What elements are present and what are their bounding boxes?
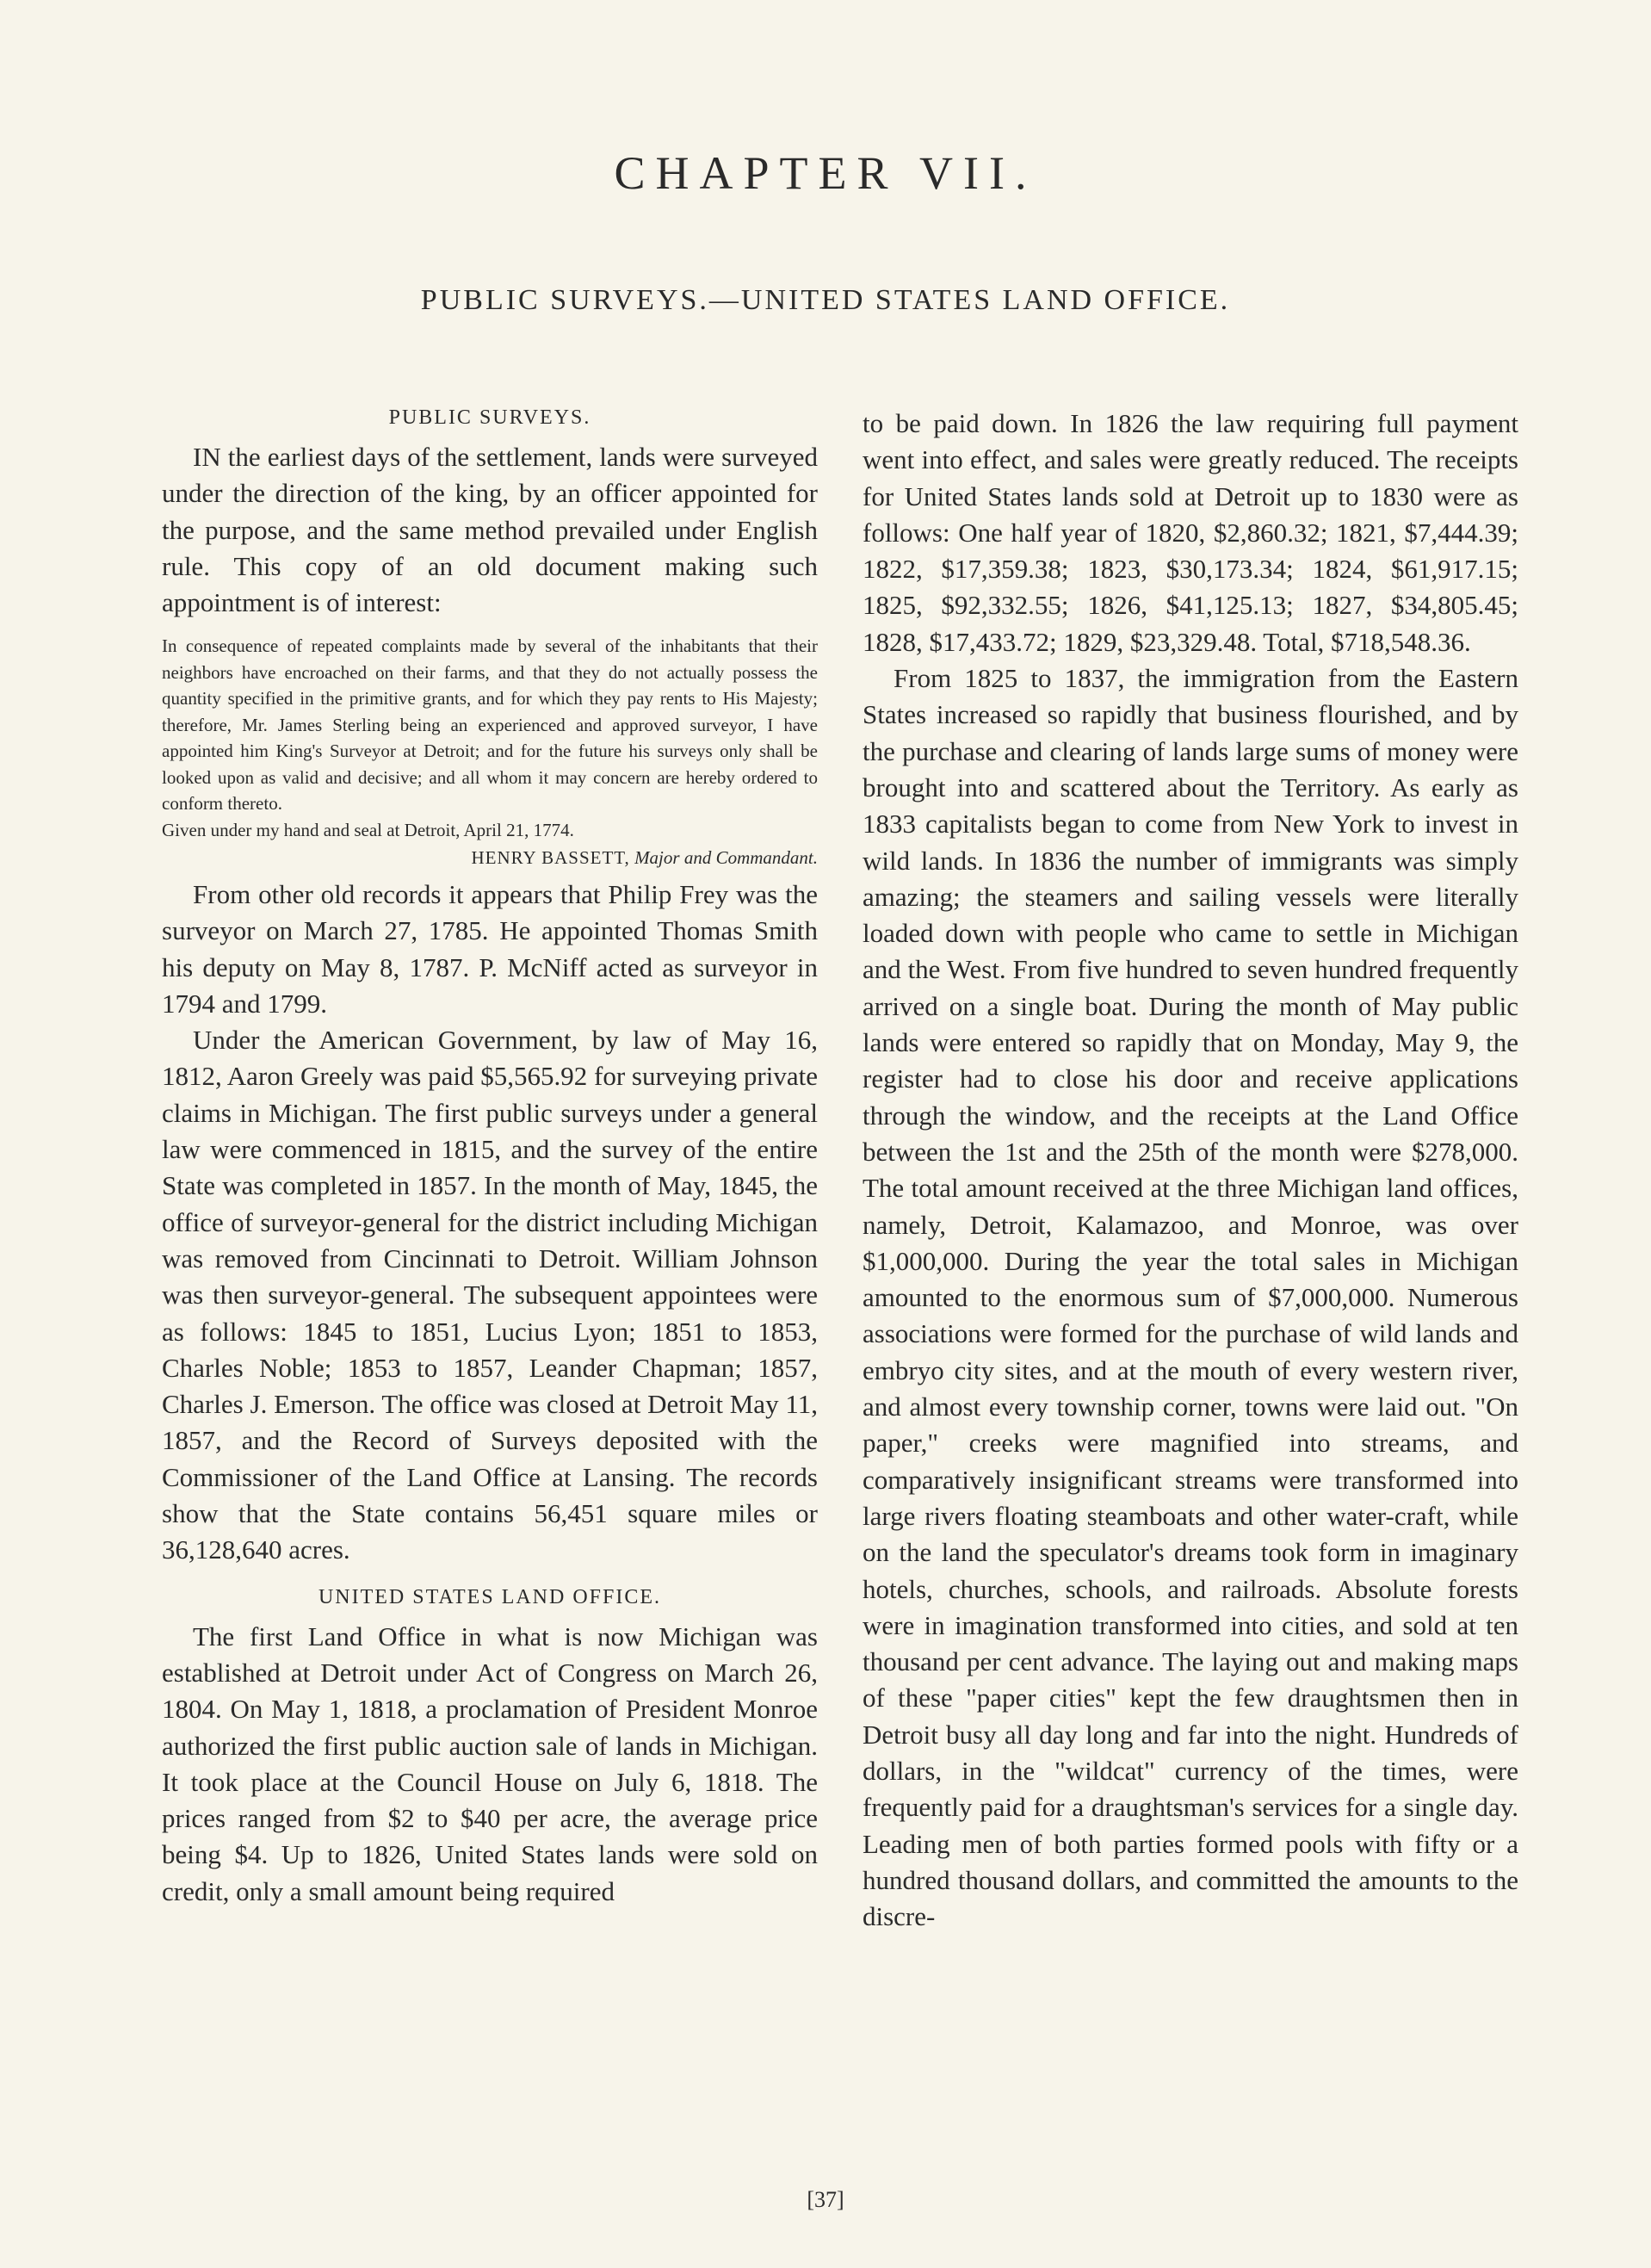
chapter-subtitle: PUBLIC SURVEYS.—UNITED STATES LAND OFFICE. bbox=[420, 284, 1231, 316]
page-number: [37] bbox=[807, 2187, 844, 2212]
right-column bbox=[863, 406, 1518, 1935]
quote-signature bbox=[162, 845, 818, 871]
paragraph: From 1825 to 1837, the immigration from the Eastern States increased so rapidly that business flourished, and by the purchase and clearing of lands large sums of money were brought into and scattered about the Territory. As early as 1833 capitalists began to come from New York to invest in wild lands. In 1836 the number of immigrants was simply amazing; the steamers and sailing vessels were literally loaded down with people who came to settle in Michigan and the West. From five hundred to seven hundred frequently arrived on a single boat. During the month of May public lands were entered so rapidly that on Monday, May 9, the register had to close his door and receive applications through the window, and the receipts at the Land Office between the 1st and the 25th of the month were $278,000. The total amount received at the three Michigan land offices, namely, Detroit, Kalamazoo, and Monroe, was over $1,000,000. During the year the total sales in Michigan amounted to the enormous sum of $7,000,000. Numerous associations were formed for the purchase of wild lands and embryo city sites, and at the mouth of every western river, and almost every township corner, towns were laid out. "On paper," creeks were magnified into streams, and comparatively insignificant streams were transformed into large rivers floating steamboats and other water-craft, while on the land the speculator's dreams took form in imaginary hotels, churches, schools, and railroads. Absolute forests were in imagination transformed into cities, and sold at ten thousand per cent advance. The laying out and making maps of these "paper cities" kept the few draughtsmen then in Detroit busy all day long and far into the night. Hundreds of dollars, in the "wildcat" currency of the times, were frequently paid for a draughtsman's services for a single day. Leading men of both parties formed pools with fifty or a hundred thousand dollars, and committed the amounts to the discre- bbox=[863, 663, 1518, 1932]
section-heading-public-surveys: PUBLIC SURVEYS. bbox=[388, 406, 591, 429]
quote-body: In consequence of repeated complaints made by several of the inhabitants that their neighbors have encroached on their farms, and that they do not actually possess the quantity specified in the primitive grants, and for which they pay rents to His Majesty; therefore, Mr. James Sterling being an experienced and approved surveyor, I have appointed him King's Surveyor at Detroit; and for the future his surveys only shall be looked upon as valid and decisive; and all whom it may concern are hereby ordered to conform thereto. bbox=[162, 635, 818, 815]
paragraph: Under the American Government, by law of May 16, 1812, Aaron Greely was paid $5,565.92 for surveying private claims in Michigan. The first public surveys under a general law were commenced in 1815, and the survey of the entire State was completed in 1857. In the month of May, 1845, the office of surveyor-general for the district including Michigan was removed from Cincinnati to Detroit. William Johnson was then surveyor-general. The subsequent appointees were as follows: 1845 to 1851, Lucius Lyon; 1851 to 1853, Charles Noble; 1853 to 1857, Leander Chapman; 1857, Charles J. Emerson. The office was closed at Detroit May 11, 1857, and the Record of Surveys deposited with the Commissioner of the Land Office at Lansing. The records show that the State contains 56,451 square miles or 36,128,640 acres. bbox=[162, 1025, 818, 1565]
quoted-document bbox=[162, 633, 818, 871]
paragraph: The first Land Office in what is now Michigan was established at Detroit under Act of Congress on March 26, 1804. On May 1, 1818, a proclamation of President Monroe authorized the first public auction sale of lands in Michigan. It took place at the Council House on July 6, 1818. The prices ranged from $2 to $40 per acre, the average price being $4. Up to 1826, United States lands were sold on credit, only a small amount being required bbox=[162, 1620, 818, 1906]
quote-given-line: Given under my hand and seal at Detroit, April 21, 1774. bbox=[162, 819, 574, 840]
section-heading-land-office: UNITED STATES LAND OFFICE. bbox=[318, 1585, 662, 1608]
paragraph: From other old records it appears that Philip Frey was the surveyor on March 27, 1785. He appointed Thomas Smith his deputy on May 8, 1787. P. McNiff acted as surveyor in 1794 and 1799. bbox=[162, 878, 818, 1019]
paragraph: to be paid down. In 1826 the law requiring full payment went into effect, and sales were greatly reduced. The receipts for United States lands sold at Detroit up to 1830 were as follows: One half year of 1820, $2,860.32; 1821, $7,444.39; 1822, $17,359.38; 1823, $30,173.34; 1824, $61,917.15; 1825, $92,332.55; 1826, $41,125.13; 1827, $34,805.45; 1828, $17,433.72; 1829, $23,329.48. Total, $718,548.36. bbox=[863, 408, 1518, 657]
signature-title: Major and Commandant. bbox=[634, 847, 818, 869]
left-column bbox=[162, 403, 818, 1910]
paragraph: IN the earliest days of the settlement, lands were surveyed under the direction of the king, by an officer appointed for the purpose, and the same method prevailed under English rule. This copy of an old document making such appointment is of interest: bbox=[162, 442, 818, 618]
signature-name: HENRY BASSETT, bbox=[471, 847, 630, 869]
chapter-title: CHAPTER VII. bbox=[614, 147, 1037, 199]
